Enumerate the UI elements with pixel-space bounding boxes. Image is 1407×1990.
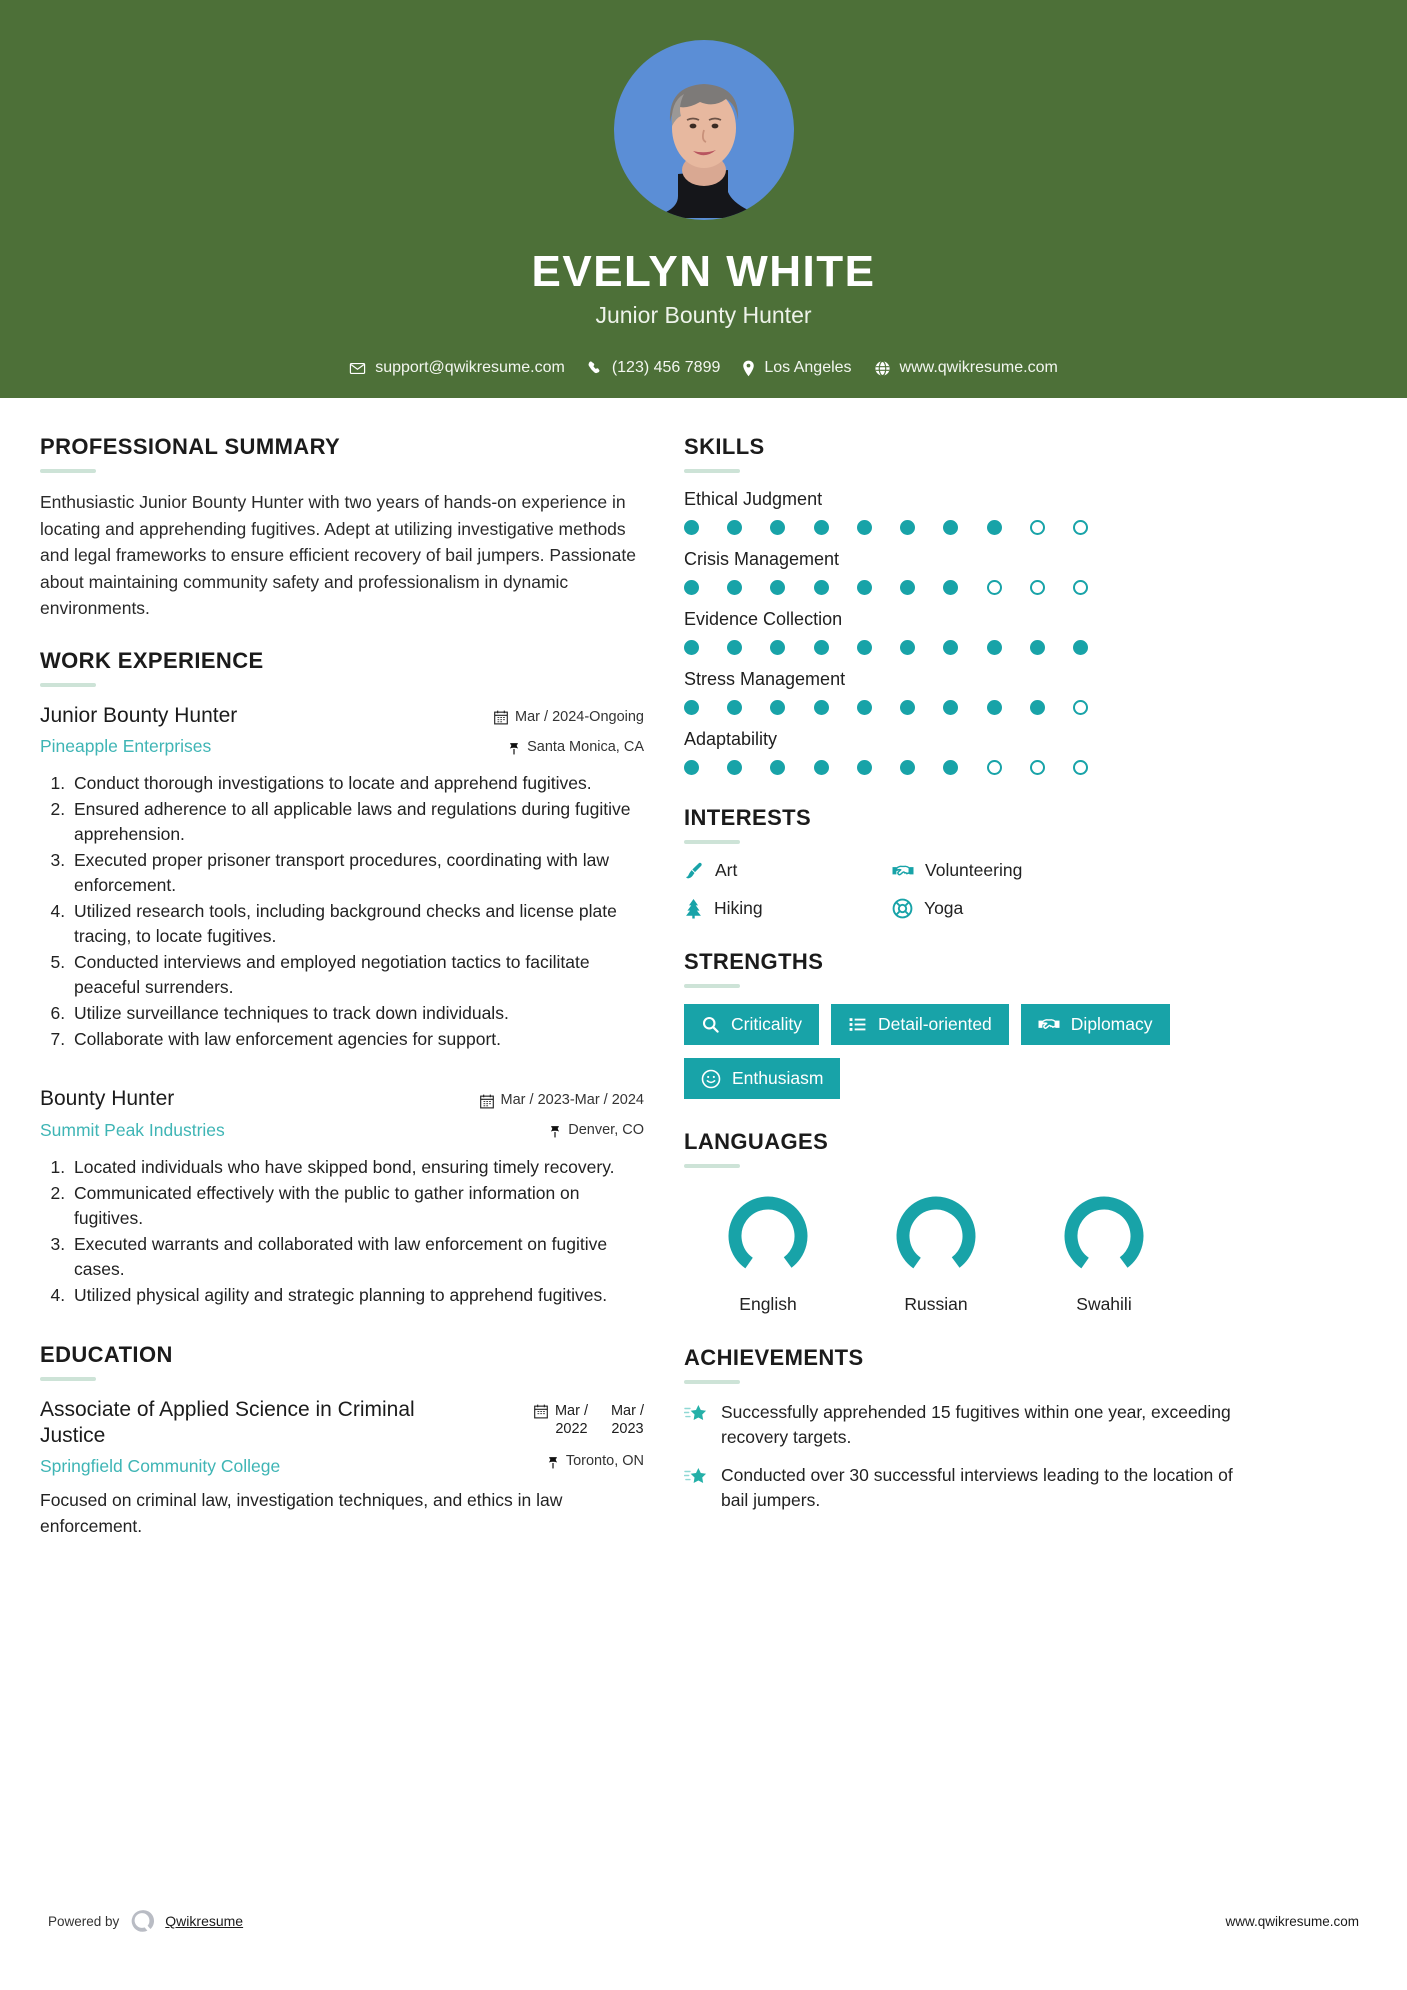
experience-entry xyxy=(40,703,644,1052)
globe-icon xyxy=(874,360,891,377)
job-role-subtitle: Junior Bounty Hunter xyxy=(595,302,812,329)
language-label: Russian xyxy=(904,1294,968,1314)
skill-dot-filled xyxy=(684,760,699,775)
interest-label: Volunteering xyxy=(925,860,1023,880)
education-entry xyxy=(40,1397,644,1540)
strength-chip[interactable] xyxy=(684,1004,819,1045)
languages-list xyxy=(684,1184,1264,1315)
strength-chip[interactable] xyxy=(684,1058,840,1099)
job-bullet: 2. Ensured adherence to all applicable laws and regulations during fugitive apprehension. xyxy=(70,797,644,847)
experience-entry-header xyxy=(40,703,644,757)
skill-dot-empty xyxy=(1030,760,1045,775)
avatar xyxy=(614,40,794,220)
job-location-row xyxy=(480,1121,644,1141)
star-icon xyxy=(684,1466,708,1488)
skill-dot-filled xyxy=(857,760,872,775)
skill-dot-filled xyxy=(900,760,915,775)
skill-dot-filled xyxy=(900,580,915,595)
skill-dot-filled xyxy=(987,640,1002,655)
skill-dot-filled xyxy=(770,640,785,655)
skill-dot-filled xyxy=(684,700,699,715)
job-bullets xyxy=(40,771,644,1052)
skill-dot-filled xyxy=(857,580,872,595)
skill-dot-filled xyxy=(727,760,742,775)
section-work-experience xyxy=(40,648,644,1308)
skill-dot-filled xyxy=(857,700,872,715)
section-achievements xyxy=(684,1345,1264,1512)
job-bullet: 4. Utilized research tools, including background checks and license plate tracing, to locate fugitives. xyxy=(70,899,644,949)
skill-dot-filled xyxy=(1073,640,1088,655)
avatar-portrait xyxy=(648,66,760,218)
job-bullet: 1. Conduct thorough investigations to locate and apprehend fugitives. xyxy=(70,771,644,796)
achievement-text: Successfully apprehended 15 fugitives within one year, exceeding recovery targets. xyxy=(721,1402,1231,1447)
search-icon xyxy=(701,1015,720,1034)
calendar-icon xyxy=(534,1404,548,1419)
degree-title: Associate of Applied Science in Criminal Justice xyxy=(40,1397,415,1447)
section-rule xyxy=(40,1377,96,1381)
skill-rating xyxy=(684,580,1088,595)
skill-dot-filled xyxy=(943,580,958,595)
achievement-item xyxy=(684,1463,1264,1512)
skill-dot-filled xyxy=(987,520,1002,535)
qwikresume-logo-icon xyxy=(129,1908,155,1934)
job-bullet: 1. Located individuals who have skipped bond, ensuring timely recovery. xyxy=(70,1155,644,1180)
skill-label: Adaptability xyxy=(684,729,778,749)
right-column xyxy=(684,434,1264,1566)
page-title: EVELYN WHITE xyxy=(531,247,876,296)
skill-dot-filled xyxy=(814,520,829,535)
education-location-row xyxy=(534,1452,644,1472)
qwikresume-brand-link[interactable]: Qwikresume xyxy=(165,1913,244,1929)
page-footer xyxy=(0,1908,1407,1934)
contact-website[interactable] xyxy=(874,359,1058,377)
experience-entry xyxy=(40,1086,644,1307)
interest-label: Art xyxy=(715,860,738,880)
contact-bar xyxy=(349,359,1058,377)
skill-item xyxy=(684,729,1264,775)
skill-dot-empty xyxy=(1030,580,1045,595)
pin-icon xyxy=(508,740,520,755)
language-label: Swahili xyxy=(1076,1294,1132,1314)
footer-url[interactable]: www.qwikresume.com xyxy=(1225,1913,1359,1929)
skill-dot-filled xyxy=(770,700,785,715)
pin-icon xyxy=(549,1123,561,1138)
section-strengths xyxy=(684,949,1264,1099)
job-title: Junior Bounty Hunter xyxy=(40,703,238,727)
interest-item xyxy=(684,860,892,881)
skill-item xyxy=(684,669,1264,715)
section-title-summary: PROFESSIONAL SUMMARY xyxy=(40,434,341,459)
language-item xyxy=(684,1184,852,1315)
job-dates: Mar / 2023-Mar / 2024 xyxy=(500,1092,644,1109)
contact-email-text: support@qwikresume.com xyxy=(375,359,565,377)
skill-dot-filled xyxy=(900,700,915,715)
skill-dot-filled xyxy=(684,580,699,595)
pin-icon xyxy=(547,1454,559,1469)
job-bullet: 2. Communicated effectively with the public to gather information on fugitives. xyxy=(70,1181,644,1231)
skill-label: Evidence Collection xyxy=(684,609,843,629)
skill-dot-filled xyxy=(943,640,958,655)
skill-dot-empty xyxy=(1073,700,1088,715)
resume-body xyxy=(0,398,1407,1566)
strengths-list xyxy=(684,1004,1264,1099)
job-location: Denver, CO xyxy=(568,1121,644,1138)
skill-dot-filled xyxy=(814,760,829,775)
section-professional-summary xyxy=(40,434,644,622)
experience-entry-meta xyxy=(494,703,644,757)
job-bullet: 7. Collaborate with law enforcement agencies for support. xyxy=(70,1027,644,1052)
contact-phone[interactable] xyxy=(587,359,721,377)
education-start-month: Mar / xyxy=(554,1402,588,1419)
star-icon xyxy=(684,1403,708,1425)
section-interests xyxy=(684,805,1264,919)
strength-label: Enthusiasm xyxy=(732,1068,824,1088)
section-title-education: EDUCATION xyxy=(40,1341,173,1367)
skill-dot-filled xyxy=(900,640,915,655)
interest-item xyxy=(684,898,892,919)
section-rule xyxy=(684,1380,740,1384)
skill-dot-filled xyxy=(684,640,699,655)
section-rule xyxy=(684,1164,740,1168)
language-progress-ring xyxy=(890,1190,982,1282)
job-bullet: 6. Utilize surveillance techniques to track down individuals. xyxy=(70,1001,644,1026)
contact-location[interactable] xyxy=(742,359,851,377)
section-title-experience: WORK EXPERIENCE xyxy=(40,647,264,673)
section-rule xyxy=(684,840,740,844)
powered-by-label: Powered by xyxy=(48,1913,120,1929)
job-company: Summit Peak Industries xyxy=(40,1119,225,1140)
education-start-year: 2022 xyxy=(555,1420,588,1437)
phone-icon xyxy=(587,360,603,376)
section-title-skills: SKILLS xyxy=(684,434,765,459)
experience-entry-titles xyxy=(40,703,494,757)
job-location-row xyxy=(494,738,644,758)
skill-dot-filled xyxy=(814,700,829,715)
calendar-icon xyxy=(480,1094,494,1109)
skill-label: Ethical Judgment xyxy=(684,489,823,509)
skill-item xyxy=(684,549,1264,595)
education-dates-row xyxy=(534,1402,644,1438)
section-title-strengths: STRENGTHS xyxy=(684,949,824,974)
handshake-icon xyxy=(892,861,914,881)
job-bullet: 4. Utilized physical agility and strategic planning to apprehend fugitives. xyxy=(70,1283,644,1308)
skill-dot-filled xyxy=(770,580,785,595)
skill-dot-filled xyxy=(727,580,742,595)
language-label: English xyxy=(739,1294,797,1314)
tree-icon xyxy=(684,898,703,919)
summary-text: Enthusiastic Junior Bounty Hunter with two years of hands-on experience in locating and apprehending fugitives. Adept at utilizing investigative methods and legal frameworks to ensure efficient recovery of bail jumpers. Passionate about maintaining community safety and professionalism in dynamic environments. xyxy=(40,492,636,619)
skill-rating xyxy=(684,520,1088,535)
skill-dot-filled xyxy=(727,700,742,715)
language-item xyxy=(852,1184,1020,1315)
school-name: Springfield Community College xyxy=(40,1456,281,1477)
skill-dot-filled xyxy=(943,700,958,715)
interest-label: Yoga xyxy=(924,898,964,918)
skill-dot-filled xyxy=(857,640,872,655)
language-progress-ring xyxy=(722,1190,814,1282)
education-description: Focused on criminal law, investigation techniques, and ethics in law enforcement. xyxy=(40,1490,563,1537)
contact-website-text: www.qwikresume.com xyxy=(899,359,1058,377)
skill-dot-filled xyxy=(1030,700,1045,715)
job-bullet: 3. Executed warrants and collaborated with law enforcement on fugitive cases. xyxy=(70,1232,644,1282)
section-title-languages: LANGUAGES xyxy=(684,1129,829,1154)
skill-item xyxy=(684,609,1264,655)
location-icon xyxy=(742,360,755,377)
section-title-interests: INTERESTS xyxy=(684,805,812,830)
section-languages xyxy=(684,1129,1264,1315)
section-title-achievements: ACHIEVEMENTS xyxy=(684,1345,864,1370)
contact-phone-text: (123) 456 7899 xyxy=(611,359,721,377)
skill-dot-filled xyxy=(770,760,785,775)
smiley-icon xyxy=(701,1069,721,1089)
job-dates-row xyxy=(480,1091,644,1111)
skill-item xyxy=(684,489,1264,535)
skill-dot-filled xyxy=(814,580,829,595)
strength-label: Diplomacy xyxy=(1070,1014,1153,1034)
skill-dot-filled xyxy=(814,640,829,655)
section-rule xyxy=(684,984,740,988)
list-icon xyxy=(848,1015,867,1034)
powered-by-block xyxy=(48,1908,243,1934)
section-rule xyxy=(684,469,740,473)
skill-rating xyxy=(684,640,1088,655)
job-bullet: 3. Executed proper prisoner transport procedures, coordinating with law enforcement. xyxy=(70,848,644,898)
experience-entry-header xyxy=(40,1086,644,1140)
skill-dot-filled xyxy=(684,520,699,535)
job-location: Santa Monica, CA xyxy=(527,738,644,755)
experience-entry-meta xyxy=(480,1086,644,1140)
section-rule xyxy=(40,683,96,687)
interest-item xyxy=(892,898,1264,919)
skill-dot-empty xyxy=(1030,520,1045,535)
email-icon xyxy=(349,360,366,377)
achievement-text: Conducted over 30 successful interviews leading to the location of bail jumpers. xyxy=(721,1465,1233,1510)
skill-dot-filled xyxy=(943,520,958,535)
skill-dot-filled xyxy=(987,700,1002,715)
strength-chip[interactable] xyxy=(831,1004,1009,1045)
skill-label: Stress Management xyxy=(684,669,846,689)
interests-grid xyxy=(684,860,1264,919)
section-education xyxy=(40,1342,644,1540)
education-entry-header xyxy=(40,1397,644,1478)
interest-item xyxy=(892,860,1264,881)
contact-email[interactable] xyxy=(349,359,565,377)
skill-dot-empty xyxy=(1073,520,1088,535)
job-bullet: 5. Conducted interviews and employed negotiation tactics to facilitate peaceful surrenders. xyxy=(70,950,644,1000)
strength-label: Criticality xyxy=(731,1014,802,1034)
education-start-date xyxy=(555,1402,588,1438)
education-location: Toronto, ON xyxy=(565,1452,644,1469)
job-company: Pineapple Enterprises xyxy=(40,736,212,757)
skill-rating xyxy=(684,760,1088,775)
job-bullets xyxy=(40,1155,644,1308)
paintbrush-icon xyxy=(684,861,704,881)
job-dates: Mar / 2024-Ongoing xyxy=(515,708,644,725)
contact-location-text: Los Angeles xyxy=(764,359,852,377)
calendar-icon xyxy=(494,710,508,725)
skill-dot-filled xyxy=(857,520,872,535)
skill-dot-empty xyxy=(1073,760,1088,775)
resume-header xyxy=(0,0,1407,398)
job-title: Bounty Hunter xyxy=(40,1087,175,1111)
section-skills xyxy=(684,434,1264,775)
education-end-month: Mar / xyxy=(610,1402,644,1419)
skill-dot-filled xyxy=(727,640,742,655)
skill-dot-empty xyxy=(987,760,1002,775)
skill-label: Crisis Management xyxy=(684,549,840,569)
strength-label: Detail-oriented xyxy=(877,1014,992,1034)
education-end-date xyxy=(611,1402,644,1438)
language-progress-ring xyxy=(1058,1190,1150,1282)
education-entry-titles xyxy=(40,1397,460,1478)
strength-chip[interactable] xyxy=(1021,1004,1170,1045)
education-end-year: 2023 xyxy=(611,1420,644,1437)
experience-entry-titles xyxy=(40,1086,480,1140)
left-column xyxy=(40,434,644,1566)
skill-dot-filled xyxy=(727,520,742,535)
achievement-item xyxy=(684,1400,1264,1449)
handshake-icon xyxy=(1038,1015,1060,1034)
interest-label: Hiking xyxy=(714,898,763,918)
job-dates-row xyxy=(494,708,644,728)
skill-dot-filled xyxy=(943,760,958,775)
lifebuoy-icon xyxy=(892,898,913,919)
skill-dot-empty xyxy=(1073,580,1088,595)
skill-dot-filled xyxy=(1030,640,1045,655)
section-rule xyxy=(40,469,96,473)
skill-dot-empty xyxy=(987,580,1002,595)
education-entry-meta xyxy=(534,1397,644,1472)
skill-rating xyxy=(684,700,1088,715)
skill-dot-filled xyxy=(770,520,785,535)
skill-dot-filled xyxy=(900,520,915,535)
language-item xyxy=(1020,1184,1188,1315)
